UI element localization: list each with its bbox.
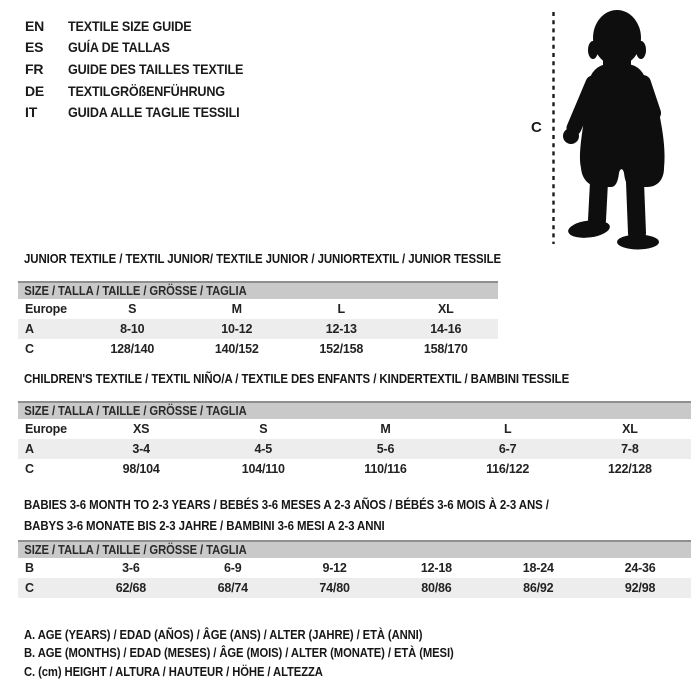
language-label: GUÍA DE TALLAS xyxy=(68,39,170,56)
size-table-3 xyxy=(18,540,691,598)
language-label: TEXTILE SIZE GUIDE xyxy=(68,17,192,34)
size-cell: 7-8 xyxy=(621,442,639,456)
size-table-1 xyxy=(18,281,498,359)
table-row xyxy=(18,459,691,479)
size-cell: XL xyxy=(622,422,638,436)
size-cell: L xyxy=(503,422,512,436)
size-table-2 xyxy=(18,401,691,479)
size-cell: 152/158 xyxy=(319,342,364,356)
size-cell: 86/92 xyxy=(523,581,554,595)
size-cell: 98/104 xyxy=(122,462,160,476)
table-title-line: BABIES 3-6 MONTH TO 2-3 YEARS / BEBÉS 3-6 MESES A 2-3 AÑOS / BÉBÉS 3-6 MOIS À 2-3 ANS / xyxy=(24,497,549,512)
size-cell: 3-6 xyxy=(122,561,140,575)
size-cell: 158/170 xyxy=(423,342,468,356)
legend-line: A. AGE (YEARS) / EDAD (AÑOS) / ÂGE (ANS) / ALTER (JAHRE) / ETÀ (ANNI) xyxy=(24,628,423,642)
size-cell: 128/140 xyxy=(110,342,155,356)
row-label: A xyxy=(25,322,34,336)
language-list xyxy=(25,15,263,123)
size-cell: XL xyxy=(437,302,454,316)
table-title-line: BABYS 3-6 MONATE BIS 2-3 JAHRE / BAMBINI 3-6 MESI A 2-3 ANNI xyxy=(24,518,385,533)
size-cell: S xyxy=(128,302,137,316)
row-label: Europe xyxy=(25,422,67,436)
size-cell: 80/86 xyxy=(421,581,452,595)
size-cell: 9-12 xyxy=(322,561,347,575)
table-row xyxy=(18,439,691,459)
language-row xyxy=(25,37,263,59)
language-label: GUIDA ALLE TAGLIE TESSILI xyxy=(68,104,240,121)
table-row xyxy=(18,299,498,319)
language-row xyxy=(25,15,263,37)
size-cell: XS xyxy=(132,422,150,436)
language-row xyxy=(25,58,263,80)
table-title-line: CHILDREN'S TEXTILE / TEXTIL NIÑO/A / TEXTILE DES ENFANTS / KINDERTEXTIL / BAMBINI TESSILE xyxy=(24,371,570,386)
size-cell: 12-13 xyxy=(325,322,357,336)
size-cell: 18-24 xyxy=(522,561,554,575)
language-label: TEXTILGRÖßENFÜHRUNG xyxy=(68,82,225,99)
height-measure-label: C xyxy=(531,119,542,136)
size-cell: 3-4 xyxy=(132,442,150,456)
language-code: EN xyxy=(25,17,45,34)
size-cell: 5-6 xyxy=(376,442,395,456)
table-row xyxy=(18,558,691,578)
size-header-row xyxy=(18,282,498,299)
row-label: B xyxy=(25,561,34,575)
table-title-1 xyxy=(24,248,501,269)
baby-body-shape xyxy=(563,10,665,250)
language-code: IT xyxy=(25,104,38,121)
size-cell: 4-5 xyxy=(254,442,273,456)
size-cell: 62/68 xyxy=(115,581,147,595)
size-header-bar xyxy=(18,282,498,299)
row-label: A xyxy=(25,442,34,456)
size-header-label: SIZE / TALLA / TAILLE / GRÖSSE / TAGLIA xyxy=(24,404,247,418)
size-cell: 116/122 xyxy=(486,462,530,476)
size-cell: L xyxy=(337,302,345,316)
size-cell: 6-9 xyxy=(224,561,242,575)
baby-silhouette-icon xyxy=(548,0,698,255)
legend-list xyxy=(24,626,501,681)
size-cell: 12-18 xyxy=(420,561,452,575)
size-header-label: SIZE / TALLA / TAILLE / GRÖSSE / TAGLIA xyxy=(24,284,247,298)
table-row xyxy=(18,339,498,359)
legend-line: B. AGE (MONTHS) / EDAD (MESES) / ÂGE (MOIS) / ALTER (MONATE) / ETÀ (MESI) xyxy=(24,646,454,661)
size-cell: 24-36 xyxy=(624,561,656,575)
legend-line: C. (cm) HEIGHT / ALTURA / HAUTEUR / HÖHE / ALTEZZA xyxy=(24,664,323,679)
table-title-3 xyxy=(24,494,549,536)
table-row xyxy=(18,319,498,339)
size-header-bar xyxy=(18,402,691,419)
size-cell: S xyxy=(259,422,268,436)
size-cell: 92/98 xyxy=(624,581,656,595)
size-cell: 110/116 xyxy=(364,462,407,476)
table-row xyxy=(18,578,691,598)
size-cell: M xyxy=(231,302,242,316)
size-cell: 140/152 xyxy=(214,342,259,356)
table-row xyxy=(18,419,691,439)
language-label: GUIDE DES TAILLES TEXTILE xyxy=(68,60,244,77)
size-cell: 68/74 xyxy=(217,581,248,595)
size-header-label: SIZE / TALLA / TAILLE / GRÖSSE / TAGLIA xyxy=(24,543,247,557)
size-cell: 122/128 xyxy=(607,462,652,476)
size-header-bar xyxy=(18,541,691,558)
size-cell: 10-12 xyxy=(221,322,253,336)
row-label: C xyxy=(25,342,34,356)
language-code: DE xyxy=(25,82,45,99)
language-row xyxy=(25,80,263,102)
language-row xyxy=(25,101,263,123)
size-cell: M xyxy=(380,422,391,436)
size-cell: 14-16 xyxy=(430,322,462,336)
size-cell: 104/110 xyxy=(241,462,285,476)
size-header-row xyxy=(18,402,691,419)
row-label: C xyxy=(25,462,34,476)
size-cell: 74/80 xyxy=(319,581,350,595)
row-label: C xyxy=(25,581,34,595)
size-cell: 8-10 xyxy=(120,322,145,336)
language-code: ES xyxy=(25,39,44,56)
table-title-line: JUNIOR TEXTILE / TEXTIL JUNIOR/ TEXTILE JUNIOR / JUNIORTEXTIL / JUNIOR TESSILE xyxy=(24,251,502,266)
table-title-2 xyxy=(24,368,569,389)
language-code: FR xyxy=(25,60,44,77)
size-header-row xyxy=(18,541,691,558)
row-label: Europe xyxy=(25,302,67,316)
size-cell: 6-7 xyxy=(498,442,517,456)
